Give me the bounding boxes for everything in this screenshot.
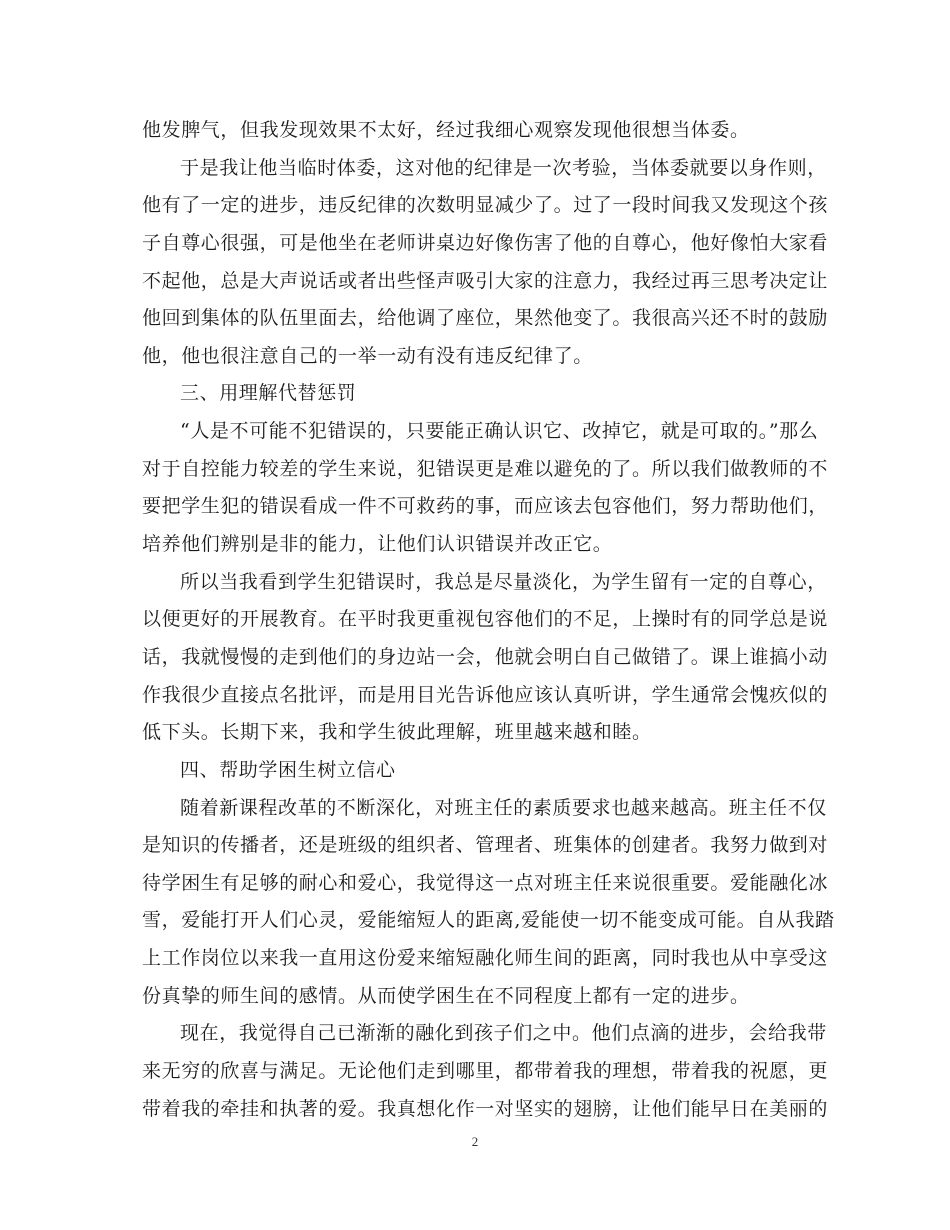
text-line: 要把学生犯的错误看成一件不可救药的事，而应该去包容他们，努力帮助他们， — [142, 495, 829, 518]
text-line: 随着新课程改革的不断深化，对班主任的素质要求也越来越高。班主任不仅 — [180, 796, 827, 819]
body-text — [142, 112, 835, 1128]
text-line: 子自尊心很强，可是他坐在老师讲桌边好像伤害了他的自尊心，他好像怕大家看 — [142, 231, 829, 254]
text-line: 话，我就慢慢的走到他们的身边站一会，他就会明白自己做错了。课上谁搞小动 — [142, 645, 829, 668]
text-line: 他，他也很注意自己的一举一动有没有违反纪律了。 — [142, 344, 593, 367]
text-line: 四、帮助学困生树立信心 — [180, 758, 396, 781]
text-line: 来无穷的欣喜与满足。无论他们走到哪里，都带着我的理想，带着我的祝愿，更 — [142, 1060, 829, 1083]
page-number: 2 — [471, 1134, 479, 1149]
text-line: 雪，爱能打开人们心灵，爱能缩短人的距离,爱能使一切不能变成可能。自从我踏 — [142, 909, 835, 932]
text-line: 作我很少直接点名批评，而是用目光告诉他应该认真听讲，学生通常会愧疚似的 — [142, 683, 829, 706]
text-line: 是知识的传播者，还是班级的组织者、管理者、班集体的创建者。我努力做到对 — [142, 834, 829, 857]
text-line: 份真挚的师生间的感情。从而使学困生在不同程度上都有一定的进步。 — [142, 984, 750, 1007]
text-line: 待学困生有足够的耐心和爱心，我觉得这一点对班主任来说很重要。爱能融化冰 — [142, 871, 829, 894]
text-line: 他回到集体的队伍里面去，给他调了座位，果然他变了。我很高兴还不时的鼓励 — [142, 307, 829, 330]
text-line: 低下头。长期下来，我和学生彼此理解，班里越来越和睦。 — [142, 721, 652, 744]
text-line: 培养他们辨别是非的能力，让他们认识错误并改正它。 — [142, 533, 613, 556]
text-line: 对于自控能力较差的学生来说，犯错误更是难以避免的了。所以我们做教师的不 — [142, 457, 829, 480]
text-line: 以便更好的开展教育。在平时我更重视包容他们的不足，上操时有的同学总是说 — [142, 608, 829, 631]
text-line: 于是我让他当临时体委，这对他的纪律是一次考验，当体委就要以身作则， — [180, 156, 827, 179]
text-line: 三、用理解代替惩罚 — [180, 382, 357, 405]
text-line: 上工作岗位以来我一直用这份爱来缩短融化师生间的距离，同时我也从中享受这 — [142, 947, 829, 970]
text-line: 带着我的牵挂和执著的爱。我真想化作一对坚实的翅膀，让他们能早日在美丽的 — [142, 1097, 829, 1120]
text-line: “人是不可能不犯错误的，只要能正确认识它、改掉它，就是可取的。”那么 — [180, 420, 819, 443]
text-line: 他发脾气，但我发现效果不太好，经过我细心观察发现他很想当体委。 — [142, 119, 750, 141]
text-line: 他有了一定的进步，违反纪律的次数明显减少了。过了一段时间我又发现这个孩 — [142, 194, 829, 217]
text-line: 不起他，总是大声说话或者出些怪声吸引大家的注意力，我经过再三思考决定让 — [142, 269, 829, 292]
text-line: 所以当我看到学生犯错误时，我总是尽量淡化，为学生留有一定的自尊心， — [180, 570, 827, 593]
text-line: 现在，我觉得自己已渐渐的融化到孩子们之中。他们点滴的进步，会给我带 — [180, 1022, 827, 1045]
